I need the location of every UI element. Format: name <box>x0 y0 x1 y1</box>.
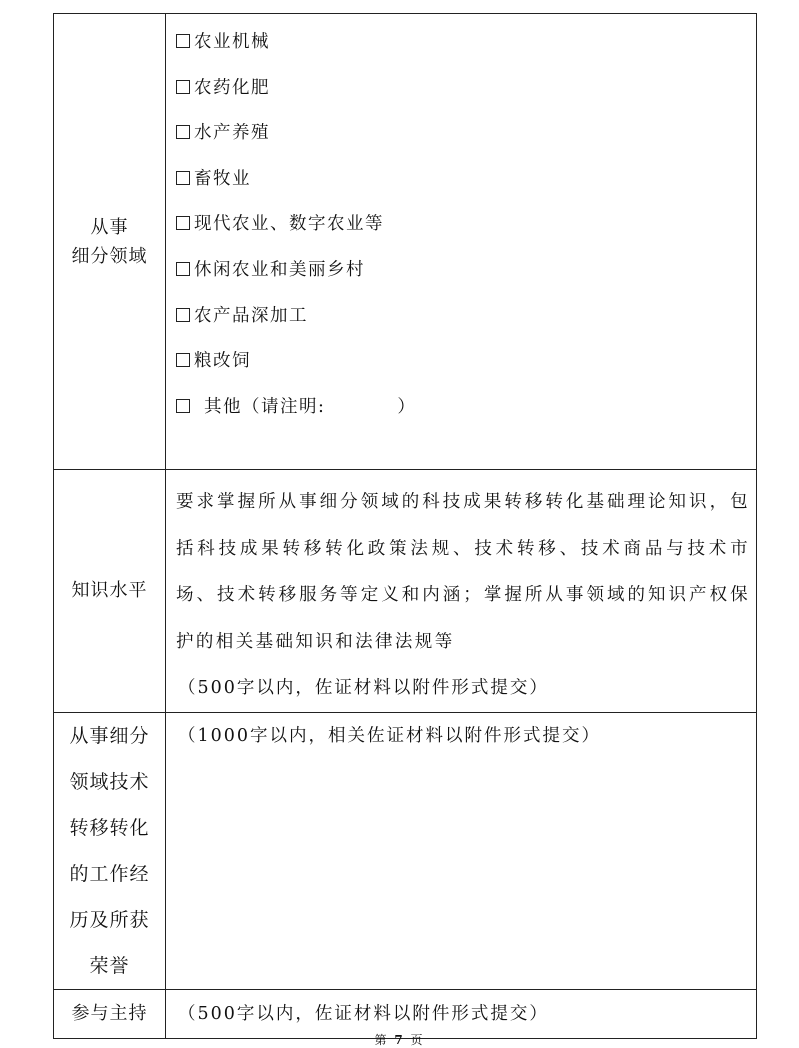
knowledge-row <box>54 470 757 713</box>
experience-label-line: 历及所获 <box>69 908 150 931</box>
checkbox-icon[interactable] <box>176 34 190 48</box>
application-form-table <box>53 13 757 1039</box>
option-other-close: ） <box>397 396 417 417</box>
checkbox-icon[interactable] <box>176 216 190 230</box>
page-footer <box>0 1031 799 1048</box>
experience-label-line: 转移转化 <box>69 816 150 839</box>
experience-note: （1000字以内，相关佐证材料以附件形式提交） <box>178 725 602 746</box>
knowledge-note: （500字以内，佐证材料以附件形式提交） <box>178 678 549 698</box>
knowledge-label: 知识水平 <box>71 580 148 602</box>
checkbox-icon[interactable] <box>176 80 190 94</box>
option-label: 畜牧业 <box>194 168 251 189</box>
option-agricultural-machinery[interactable] <box>176 20 756 66</box>
option-label: 现代农业、数字农业等 <box>194 214 384 235</box>
experience-content-cell[interactable] <box>166 712 757 989</box>
checkbox-icon[interactable] <box>176 125 190 139</box>
option-label: 粮改饲 <box>194 351 251 372</box>
option-pesticides-fertilizers[interactable] <box>176 66 756 112</box>
knowledge-label-cell <box>54 470 166 713</box>
option-leisure-agriculture[interactable] <box>176 248 756 294</box>
checkbox-icon[interactable] <box>176 353 190 367</box>
option-animal-husbandry[interactable] <box>176 157 756 203</box>
knowledge-text: 要求掌握所从事细分领域的科技成果转移转化基础理论知识，包括科技成果转移转化政策法规、技术转移、技术商品与技术市场、技术转移服务等定义和内涵；掌握所从事领域的知识产权保护的相关基础知识和法律法规等 <box>176 492 750 652</box>
knowledge-content-cell <box>166 470 757 713</box>
option-deep-processing[interactable] <box>176 294 756 340</box>
option-other[interactable] <box>176 385 756 431</box>
option-label: 农产品深加工 <box>194 305 308 326</box>
participation-note: （500字以内，佐证材料以附件形式提交） <box>178 1003 549 1024</box>
domain-row <box>54 14 757 470</box>
domain-label-cell <box>54 14 166 470</box>
domain-checkbox-list <box>176 14 756 430</box>
experience-label-line: 的工作经 <box>69 862 150 885</box>
checkbox-icon[interactable] <box>176 308 190 322</box>
experience-label-line: 领域技术 <box>69 770 150 793</box>
domain-label-line1: 从事 <box>90 216 129 238</box>
option-grain-to-feed[interactable] <box>176 339 756 385</box>
domain-options-cell <box>166 14 757 470</box>
participation-label: 参与主持 <box>71 1003 148 1024</box>
page-number: 7 <box>394 1033 405 1047</box>
footer-suffix: 页 <box>410 1033 425 1047</box>
footer-prefix: 第 <box>374 1033 389 1047</box>
checkbox-icon[interactable] <box>176 171 190 185</box>
option-label: 农药化肥 <box>194 77 270 98</box>
knowledge-requirement-text <box>176 470 756 712</box>
experience-label-line: 荣誉 <box>89 954 130 977</box>
checkbox-icon[interactable] <box>176 399 190 413</box>
option-label: 农业机械 <box>194 32 270 52</box>
option-modern-digital-agriculture[interactable] <box>176 202 756 248</box>
domain-label-line2: 细分领域 <box>71 245 148 267</box>
experience-label-line: 从事细分 <box>69 724 150 747</box>
option-aquaculture[interactable] <box>176 111 756 157</box>
option-other-label: 其他（请注明: <box>204 396 326 417</box>
experience-row <box>54 712 757 989</box>
option-label: 水产养殖 <box>194 123 270 144</box>
experience-label-cell <box>54 712 166 989</box>
checkbox-icon[interactable] <box>176 262 190 276</box>
option-label: 休闲农业和美丽乡村 <box>194 259 365 280</box>
